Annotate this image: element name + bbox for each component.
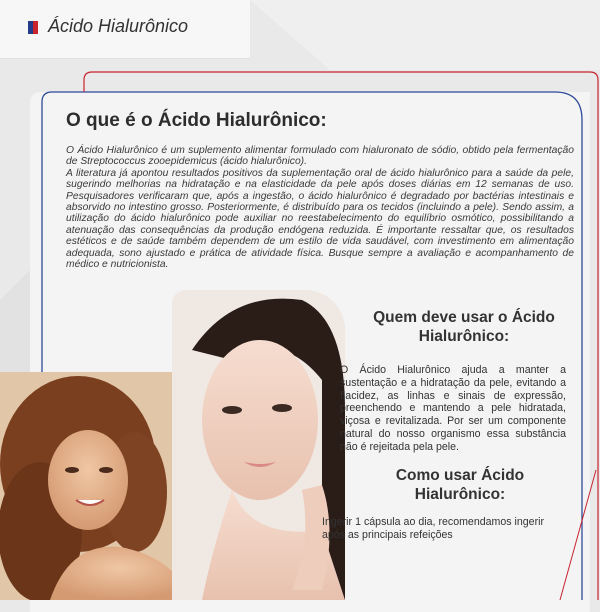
intro-paragraph-1: O Ácido Hialurônico é um suplemento alimentar formulado com hialuronato de sódio, obtido pela fermentação de Streptococcus zooepidemicus (ácido hialurônico). (66, 145, 574, 168)
header-title: Ácido Hialurônico (48, 16, 189, 36)
who-text: O Ácido Hialurônico ajuda a manter a sustentação e a hidratação da pele, evitando a flacidez, as linhas e sinais de expressão, preenchendo e mantendo a pele hidratada, viçosa e revitalizada. Por ser um componente natural do nosso organismo essa substância não é rejeitada pela pele. (340, 364, 566, 453)
how-text: Ingerir 1 cápsula ao dia, recomendamos ingerir após as principais refeições (322, 516, 544, 541)
photo-dark-hair-woman (172, 290, 345, 600)
who-heading: Quem deve usar o Ácido Hialurônico: (373, 309, 555, 345)
intro-text (66, 145, 574, 270)
intro-paragraph-2: A literatura já apontou resultados positivos da suplementação oral de ácido hialurônico para a saúde da pele, sugerindo melhorias na hidratação e na elasticidade da pele após doses diárias em 12 semanas de uso. Pesquisadores verificaram que, após a ingestão, o ácido hialurônico é degradado por bactérias intestinais e absorvido no intestino grosso. Posteriormente, é distribuído para os tecidos (incluindo a pele). Sendo assim, a utilização do ácido hialurônico pode auxiliar no reestabelecimento do equilíbrio osmótico, possibilitando a atenuação das consequências da produção endógena reduzida. É importante ressaltar que, os resultados estéticos e de saúde também dependem de um estilo de vida saudável, com investimento em alimentação adequada, sono ajustado e prática de atividade física. Busque sempre a avaliação e acompanhamento de médico e nutricionista. (66, 167, 574, 271)
photo-curly-hair-woman (0, 372, 190, 600)
main-heading: O que é o Ácido Hialurônico: (66, 110, 327, 131)
how-heading: Como usar Ácido Hialurônico: (395, 467, 525, 503)
